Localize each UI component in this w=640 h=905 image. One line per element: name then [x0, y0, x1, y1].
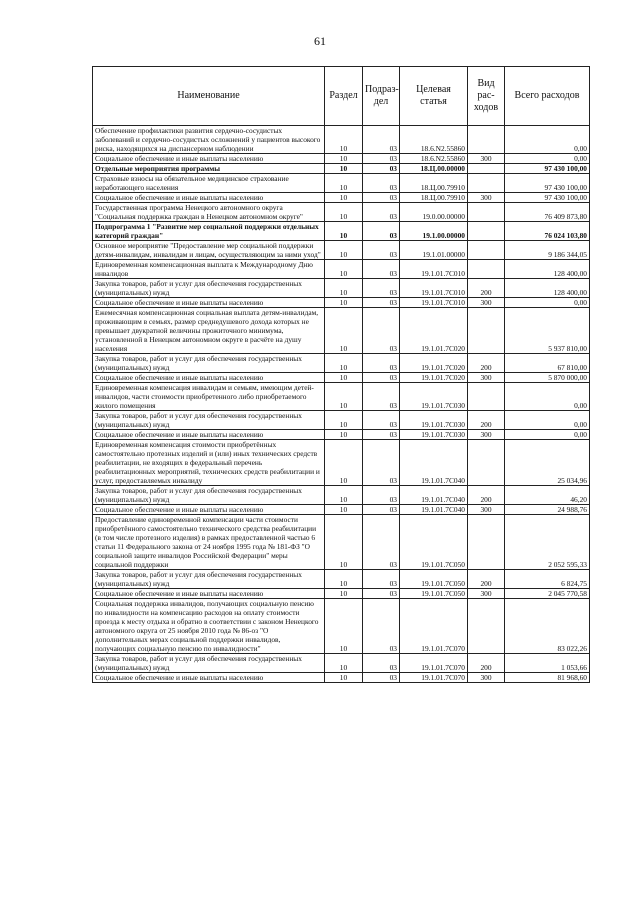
cell-name: Подпрограмма 1 "Развитие мер социальной поддержки отдельных категорий граждан"	[93, 222, 325, 241]
cell-subsection: 03	[363, 354, 400, 373]
cell-total: 0,00	[505, 383, 590, 411]
cell-subsection: 03	[363, 279, 400, 298]
cell-name: Социальное обеспечение и иные выплаты населению	[93, 673, 325, 683]
cell-subsection: 03	[363, 411, 400, 430]
table-row	[93, 241, 590, 260]
header-target: Целевая статья	[400, 67, 468, 126]
cell-section: 10	[325, 279, 363, 298]
cell-target: 19.1.01.7C020	[400, 354, 468, 373]
cell-expense-type	[468, 222, 505, 241]
cell-subsection: 03	[363, 430, 400, 440]
cell-target: 19.1.01.00000	[400, 241, 468, 260]
cell-total: 97 430 100,00	[505, 174, 590, 193]
cell-subsection: 03	[363, 174, 400, 193]
table-row	[93, 673, 590, 683]
cell-subsection: 03	[363, 154, 400, 164]
cell-expense-type	[468, 383, 505, 411]
cell-name: Закупка товаров, работ и услуг для обеспечения государственных (муниципальных) нужд	[93, 411, 325, 430]
cell-target: 18.6.N2.55860	[400, 154, 468, 164]
cell-section: 10	[325, 154, 363, 164]
cell-section: 10	[325, 354, 363, 373]
cell-expense-type	[468, 203, 505, 222]
cell-total: 76 409 873,80	[505, 203, 590, 222]
cell-expense-type	[468, 308, 505, 354]
cell-section: 10	[325, 486, 363, 505]
cell-subsection: 03	[363, 383, 400, 411]
cell-section: 10	[325, 505, 363, 515]
cell-expense-type: 300	[468, 430, 505, 440]
cell-expense-type: 300	[468, 193, 505, 203]
cell-target: 19.1.01.7C010	[400, 260, 468, 279]
cell-subsection: 03	[363, 308, 400, 354]
header-total: Всего расходов	[505, 67, 590, 126]
header-name: Наименование	[93, 67, 325, 126]
cell-expense-type: 300	[468, 154, 505, 164]
cell-name: Единовременная компенсация стоимости приобретённых самостоятельно протезных изделий и (или) иных технических средств реабилитации, не входящих в федеральный перечень реабилитационных мероприятий, технических средств реабилитации и услуг, предоставляемых инвалиду	[93, 440, 325, 486]
cell-total: 24 988,76	[505, 505, 590, 515]
cell-subsection: 03	[363, 193, 400, 203]
cell-name: Социальное обеспечение и иные выплаты населению	[93, 373, 325, 383]
cell-total: 46,20	[505, 486, 590, 505]
cell-expense-type	[468, 126, 505, 154]
cell-expense-type: 300	[468, 505, 505, 515]
cell-expense-type: 300	[468, 298, 505, 308]
cell-expense-type: 300	[468, 589, 505, 599]
cell-name: Отдельные мероприятия программы	[93, 164, 325, 174]
cell-name: Ежемесячная компенсационная социальная выплата детям-инвалидам, проживающим в семьях, размер среднедушевого дохода которых не превышает двукратной величины прожиточного минимума, установленной в Ненецком автономном округе в расчёте на душу населения	[93, 308, 325, 354]
cell-subsection: 03	[363, 203, 400, 222]
cell-section: 10	[325, 440, 363, 486]
table-row	[93, 154, 590, 164]
cell-expense-type	[468, 241, 505, 260]
cell-total: 0,00	[505, 154, 590, 164]
cell-target: 19.1.01.7C040	[400, 486, 468, 505]
cell-name: Социальное обеспечение и иные выплаты населению	[93, 505, 325, 515]
cell-name: Предоставление единовременной компенсации части стоимости приобретённого самостоятельно технического средства реабилитации (в том числе протезного изделия) в рамках предоставленной частью 6 статьи 11 Федерального закона от 24 ноября 1995 года № 181-ФЗ "О социальной защите инвалидов Российской Федерации" меры социальной поддержки	[93, 515, 325, 570]
cell-expense-type: 200	[468, 654, 505, 673]
cell-name: Закупка товаров, работ и услуг для обеспечения государственных (муниципальных) нужд	[93, 279, 325, 298]
cell-subsection: 03	[363, 126, 400, 154]
table-row	[93, 126, 590, 154]
cell-target: 18.Ц.00.79910	[400, 193, 468, 203]
header-expense-type: Вид рас- ходов	[468, 67, 505, 126]
cell-section: 10	[325, 241, 363, 260]
cell-section: 10	[325, 174, 363, 193]
cell-subsection: 03	[363, 515, 400, 570]
cell-expense-type	[468, 515, 505, 570]
table-row	[93, 222, 590, 241]
cell-total: 0,00	[505, 430, 590, 440]
cell-section: 10	[325, 193, 363, 203]
cell-target: 19.1.01.7C050	[400, 570, 468, 589]
cell-subsection: 03	[363, 505, 400, 515]
cell-subsection: 03	[363, 599, 400, 654]
cell-expense-type	[468, 440, 505, 486]
cell-target: 19.1.01.7C020	[400, 308, 468, 354]
cell-expense-type: 300	[468, 373, 505, 383]
header-subsection: Подраз- дел	[363, 67, 400, 126]
cell-name: Социальное обеспечение и иные выплаты населению	[93, 154, 325, 164]
cell-target: 19.1.01.7C030	[400, 383, 468, 411]
cell-target: 19.1.01.7C030	[400, 411, 468, 430]
table-row	[93, 279, 590, 298]
cell-subsection: 03	[363, 570, 400, 589]
cell-total: 5 870 000,00	[505, 373, 590, 383]
page-number: 61	[314, 34, 326, 48]
cell-name: Социальное обеспечение и иные выплаты населению	[93, 589, 325, 599]
cell-section: 10	[325, 203, 363, 222]
cell-target: 19.1.01.7C010	[400, 298, 468, 308]
table-row	[93, 515, 590, 570]
table-row	[93, 308, 590, 354]
cell-total: 9 186 344,05	[505, 241, 590, 260]
cell-expense-type: 200	[468, 570, 505, 589]
cell-target: 19.0.00.00000	[400, 203, 468, 222]
cell-total: 128 400,00	[505, 279, 590, 298]
cell-total: 0,00	[505, 126, 590, 154]
cell-section: 10	[325, 589, 363, 599]
table-row	[93, 570, 590, 589]
cell-total: 128 400,00	[505, 260, 590, 279]
cell-total: 81 968,60	[505, 673, 590, 683]
cell-target: 19.1.01.7C070	[400, 654, 468, 673]
cell-target: 19.1.01.7C030	[400, 430, 468, 440]
cell-section: 10	[325, 599, 363, 654]
cell-name: Социальное обеспечение и иные выплаты населению	[93, 430, 325, 440]
cell-target: 18.6.N2.55860	[400, 126, 468, 154]
cell-section: 10	[325, 373, 363, 383]
cell-section: 10	[325, 298, 363, 308]
cell-expense-type: 300	[468, 673, 505, 683]
header-section: Раздел	[325, 67, 363, 126]
table-row	[93, 505, 590, 515]
cell-name: Закупка товаров, работ и услуг для обеспечения государственных (муниципальных) нужд	[93, 486, 325, 505]
table-row	[93, 589, 590, 599]
table-row	[93, 260, 590, 279]
table-row	[93, 354, 590, 373]
cell-total: 76 024 103,80	[505, 222, 590, 241]
cell-target: 19.1.01.7C010	[400, 279, 468, 298]
cell-expense-type	[468, 599, 505, 654]
cell-subsection: 03	[363, 164, 400, 174]
cell-section: 10	[325, 383, 363, 411]
cell-target: 19.1.01.7C050	[400, 589, 468, 599]
cell-name: Единовременная компенсация инвалидам и семьям, имеющим детей-инвалидов, части стоимости приобретенного либо приобретаемого жилого помещения	[93, 383, 325, 411]
cell-total: 1 053,66	[505, 654, 590, 673]
cell-name: Единовременная компенсационная выплата к Международному Дню инвалидов	[93, 260, 325, 279]
table-row	[93, 654, 590, 673]
cell-name: Обеспечение профилактики развития сердечно-сосудистых заболеваний и сердечно-сосудистых осложнений у пациентов высокого риска, находящихся на диспансерном наблюдении	[93, 126, 325, 154]
cell-total: 6 824,75	[505, 570, 590, 589]
budget-table	[92, 66, 590, 683]
table-row	[93, 599, 590, 654]
cell-section: 10	[325, 308, 363, 354]
cell-total: 67 810,00	[505, 354, 590, 373]
cell-total: 0,00	[505, 298, 590, 308]
cell-subsection: 03	[363, 673, 400, 683]
cell-section: 10	[325, 164, 363, 174]
cell-total: 0,00	[505, 411, 590, 430]
cell-subsection: 03	[363, 373, 400, 383]
table-row	[93, 203, 590, 222]
cell-total: 83 022,26	[505, 599, 590, 654]
cell-total: 97 430 100,00	[505, 164, 590, 174]
cell-target: 19.1.01.7C070	[400, 673, 468, 683]
cell-name: Страховые взносы на обязательное медицинское страхование неработающего населения	[93, 174, 325, 193]
cell-total: 97 430 100,00	[505, 193, 590, 203]
cell-expense-type: 200	[468, 486, 505, 505]
cell-name: Социальное обеспечение и иные выплаты населению	[93, 298, 325, 308]
cell-section: 10	[325, 570, 363, 589]
cell-name: Закупка товаров, работ и услуг для обеспечения государственных (муниципальных) нужд	[93, 654, 325, 673]
cell-subsection: 03	[363, 654, 400, 673]
cell-total: 2 052 595,33	[505, 515, 590, 570]
cell-expense-type: 200	[468, 411, 505, 430]
cell-total: 5 937 810,00	[505, 308, 590, 354]
cell-name: Социальная поддержка инвалидов, получающих социальную пенсию по инвалидности на компенсацию расходов на оплату стоимости проезда к месту отдыха и обратно в соответствии с законом Ненецкого автономного округа от 25 ноября 2010 года № 86-оз "О дополнительных мерах социальной поддержки инвалидов, получающих социальную пенсию по инвалидности"	[93, 599, 325, 654]
cell-expense-type	[468, 164, 505, 174]
cell-target: 18.Ц.00.00000	[400, 164, 468, 174]
cell-target: 19.1.01.7C040	[400, 440, 468, 486]
cell-total: 2 045 770,58	[505, 589, 590, 599]
table-row	[93, 383, 590, 411]
table-row	[93, 486, 590, 505]
cell-name: Закупка товаров, работ и услуг для обеспечения государственных (муниципальных) нужд	[93, 570, 325, 589]
cell-section: 10	[325, 411, 363, 430]
cell-subsection: 03	[363, 589, 400, 599]
cell-target: 18.Ц.00.79910	[400, 174, 468, 193]
cell-section: 10	[325, 126, 363, 154]
cell-target: 19.1.00.00000	[400, 222, 468, 241]
table-row	[93, 164, 590, 174]
header-row	[93, 67, 590, 126]
cell-section: 10	[325, 673, 363, 683]
table-row	[93, 298, 590, 308]
cell-section: 10	[325, 260, 363, 279]
table-row	[93, 430, 590, 440]
cell-name: Закупка товаров, работ и услуг для обеспечения государственных (муниципальных) нужд	[93, 354, 325, 373]
table-row	[93, 174, 590, 193]
cell-total: 25 034,96	[505, 440, 590, 486]
table-row	[93, 373, 590, 383]
cell-subsection: 03	[363, 440, 400, 486]
cell-expense-type: 200	[468, 279, 505, 298]
cell-expense-type	[468, 174, 505, 193]
cell-subsection: 03	[363, 486, 400, 505]
cell-section: 10	[325, 430, 363, 440]
cell-name: Основное мероприятие "Предоставление мер социальной поддержки детям-инвалидам, инвалидам и лицам, осуществляющим за ними уход"	[93, 241, 325, 260]
cell-section: 10	[325, 654, 363, 673]
table-row	[93, 411, 590, 430]
cell-subsection: 03	[363, 222, 400, 241]
cell-expense-type	[468, 260, 505, 279]
cell-target: 19.1.01.7C070	[400, 599, 468, 654]
cell-target: 19.1.01.7C020	[400, 373, 468, 383]
cell-name: Социальное обеспечение и иные выплаты населению	[93, 193, 325, 203]
cell-expense-type: 200	[468, 354, 505, 373]
table-body	[93, 126, 590, 683]
cell-subsection: 03	[363, 298, 400, 308]
table-row	[93, 193, 590, 203]
cell-subsection: 03	[363, 260, 400, 279]
cell-section: 10	[325, 222, 363, 241]
cell-section: 10	[325, 515, 363, 570]
cell-subsection: 03	[363, 241, 400, 260]
cell-target: 19.1.01.7C040	[400, 505, 468, 515]
cell-name: Государственная программа Ненецкого автономного округа "Социальная поддержка граждан в Ненецком автономном округе"	[93, 203, 325, 222]
cell-target: 19.1.01.7C050	[400, 515, 468, 570]
table-row	[93, 440, 590, 486]
